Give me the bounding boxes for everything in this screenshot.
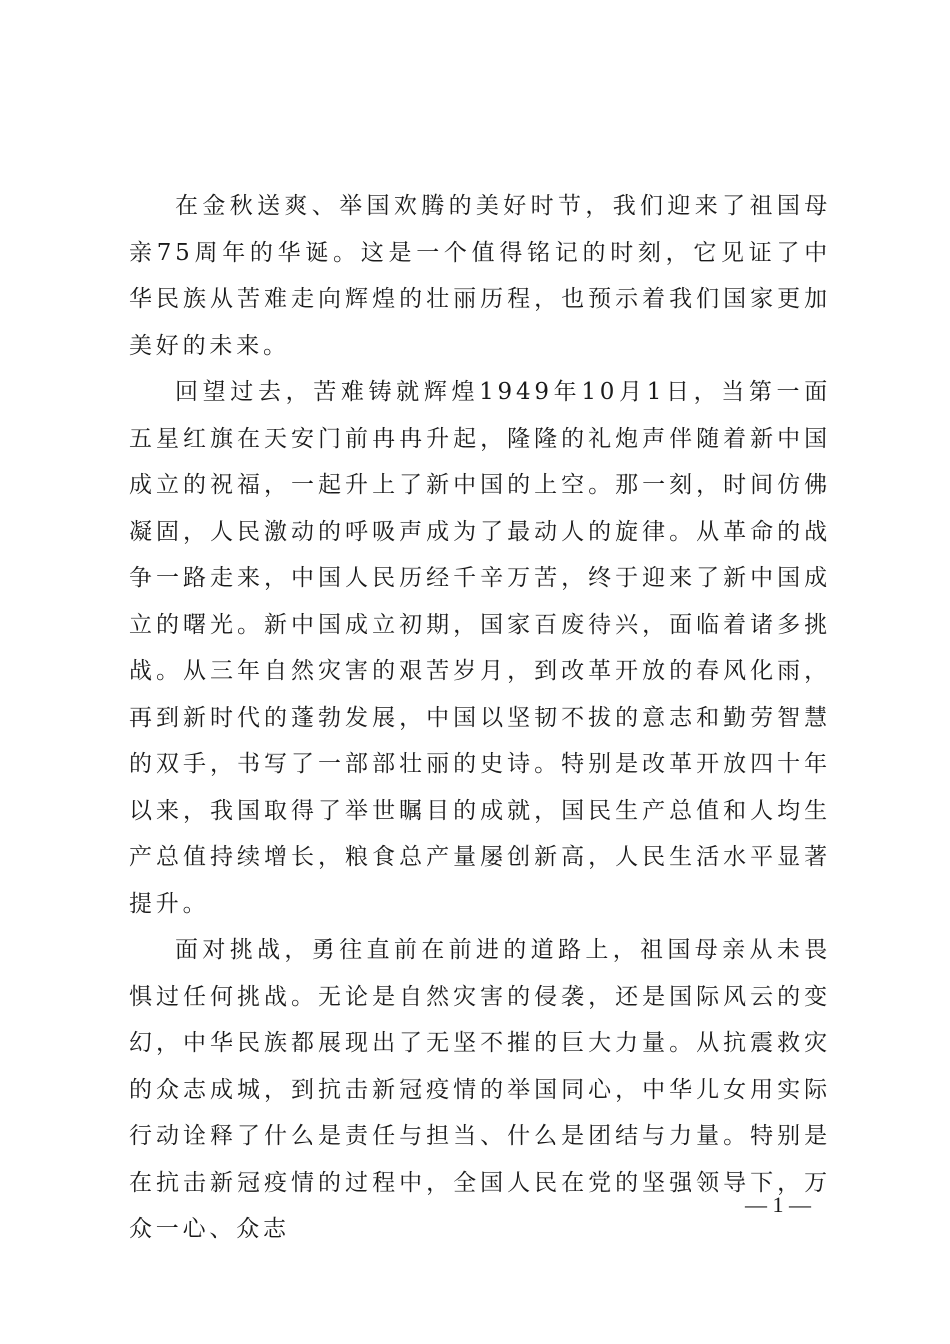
- document-body: [129, 183, 831, 1253]
- paragraph-3: 面对挑战，勇往直前在前进的道路上，祖国母亲从未畏惧过任何挑战。无论是自然灾害的侵袭，还是国际风云的变幻，中华民族都展现出了无坚不摧的巨大力量。从抗震救灾的众志成城，到抗击新冠疫情的举国同心，中华儿女用实际行动诠释了什么是责任与担当、什么是团结与力量。特别是在抗击新冠疫情的过程中，全国人民在党的坚强领导下，万众一心、众志: [129, 937, 831, 1242]
- paragraph-1: 在金秋送爽、举国欢腾的美好时节，我们迎来了祖国母亲75周年的华诞。这是一个值得铭记的时刻，它见证了中华民族从苦难走向辉煌的壮丽历程，也预示着我们国家更加美好的未来。: [129, 193, 831, 359]
- page-number: — 1 —: [745, 1192, 811, 1217]
- paragraph-2: 回望过去，苦难铸就辉煌1949年10月1日，当第一面五星红旗在天安门前冉冉升起，隆隆的礼炮声伴随着新中国成立的祝福，一起升上了新中国的上空。那一刻，时间仿佛凝固，人民激动的呼吸声成为了最动人的旋律。从革命的战争一路走来，中国人民历经千辛万苦，终于迎来了新中国成立的曙光。新中国成立初期，国家百废待兴，面临着诸多挑战。从三年自然灾害的艰苦岁月，到改革开放的春风化雨，再到新时代的蓬勃发展，中国以坚韧不拔的意志和勤劳智慧的双手，书写了一部部壮丽的史诗。特别是改革开放四十年以来，我国取得了举世瞩目的成就，国民生产总值和人均生产总值持续增长，粮食总产量屡创新高，人民生活水平显著提升。: [129, 379, 831, 917]
